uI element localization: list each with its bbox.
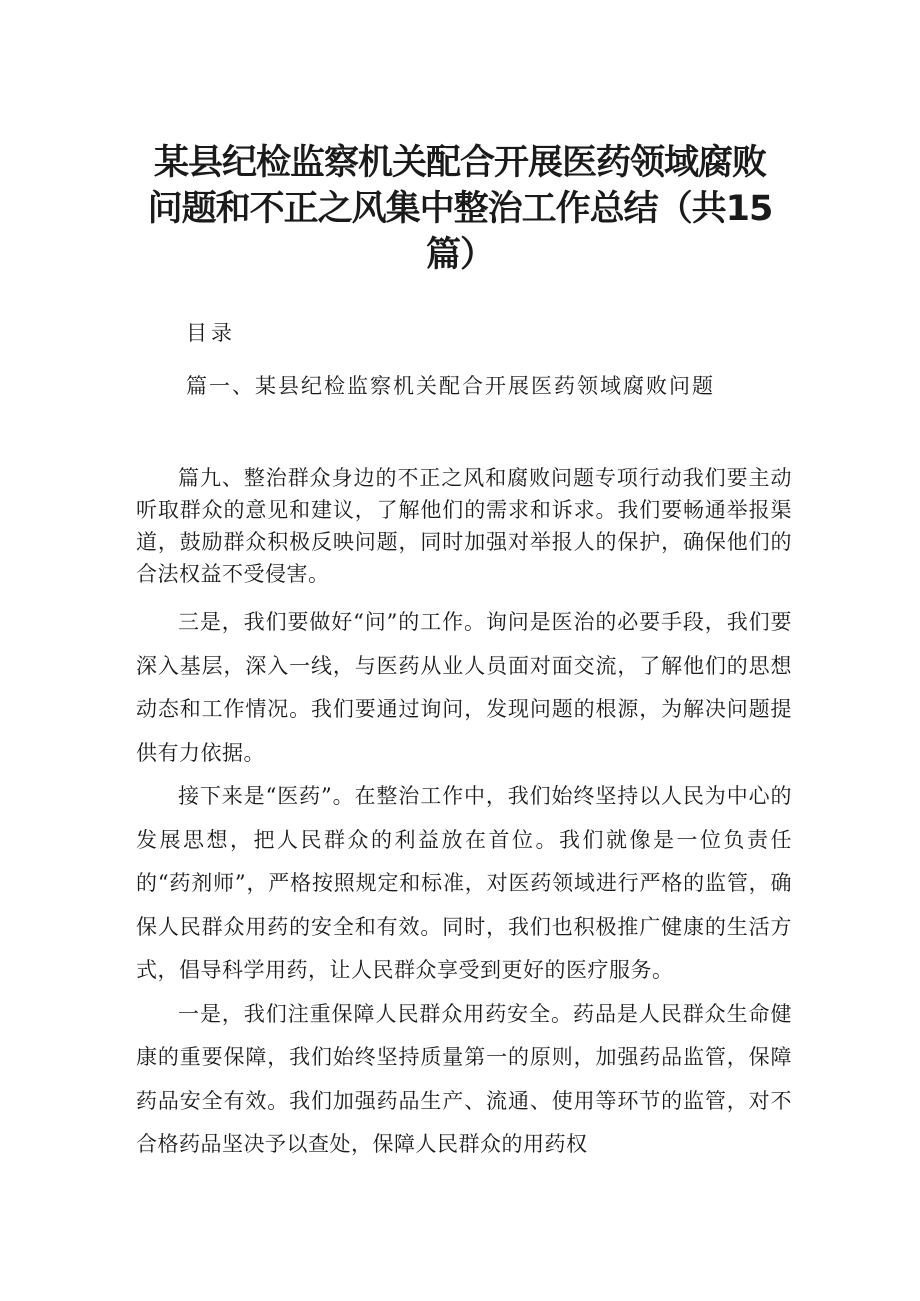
title-line-1: 某县纪检监察机关配合开展医药领域腐败 <box>153 143 766 183</box>
paragraph: 接下来是“医药”。在整治工作中，我们始终坚持以人民为中心的发展思想，把人民群众的利益放在首位。我们就像是一位负责任的“药剂师”，严格按照规定和标准，对医药领域进行严格的监管，确保人民群众用药的安全和有效。同时，我们也积极推广健康的生活方式，倡导科学用药，让人民群众享受到更好的医疗服务。 <box>136 784 792 982</box>
paragraph: 三是，我们要做好“问”的工作。询问是医治的必要手段，我们要深入基层，深入一线，与医药从业人员面对面交流，了解他们的思想动态和工作情况。我们要通过询问，发现问题的根源，为解决问题提供有力依据。 <box>136 610 792 765</box>
document-body <box>136 462 792 1167</box>
document-title <box>140 140 780 278</box>
title-line-2: 问题和不正之风集中整治工作总结（共15 <box>147 189 773 229</box>
toc-heading: 目录 <box>186 321 236 345</box>
title-line-3: 篇） <box>425 235 494 275</box>
toc-item[interactable]: 篇一、某县纪检监察机关配合开展医药领域腐败问题 <box>186 374 715 398</box>
paragraph: 一是，我们注重保障人民群众用药安全。药品是人民群众生命健康的重要保障，我们始终坚持质量第一的原则，加强药品监管，保障药品安全有效。我们加强药品生产、流通、使用等环节的监管，对不合格药品坚决予以查处，保障人民群众的用药权 <box>136 1001 792 1156</box>
paragraph: 篇九、整治群众身边的不正之风和腐败问题专项行动我们要主动听取群众的意见和建议，了解他们的需求和诉求。我们要畅通举报渠道，鼓励群众积极反映问题，同时加强对举报人的保护，确保他们的合法权益不受侵害。 <box>136 466 792 586</box>
